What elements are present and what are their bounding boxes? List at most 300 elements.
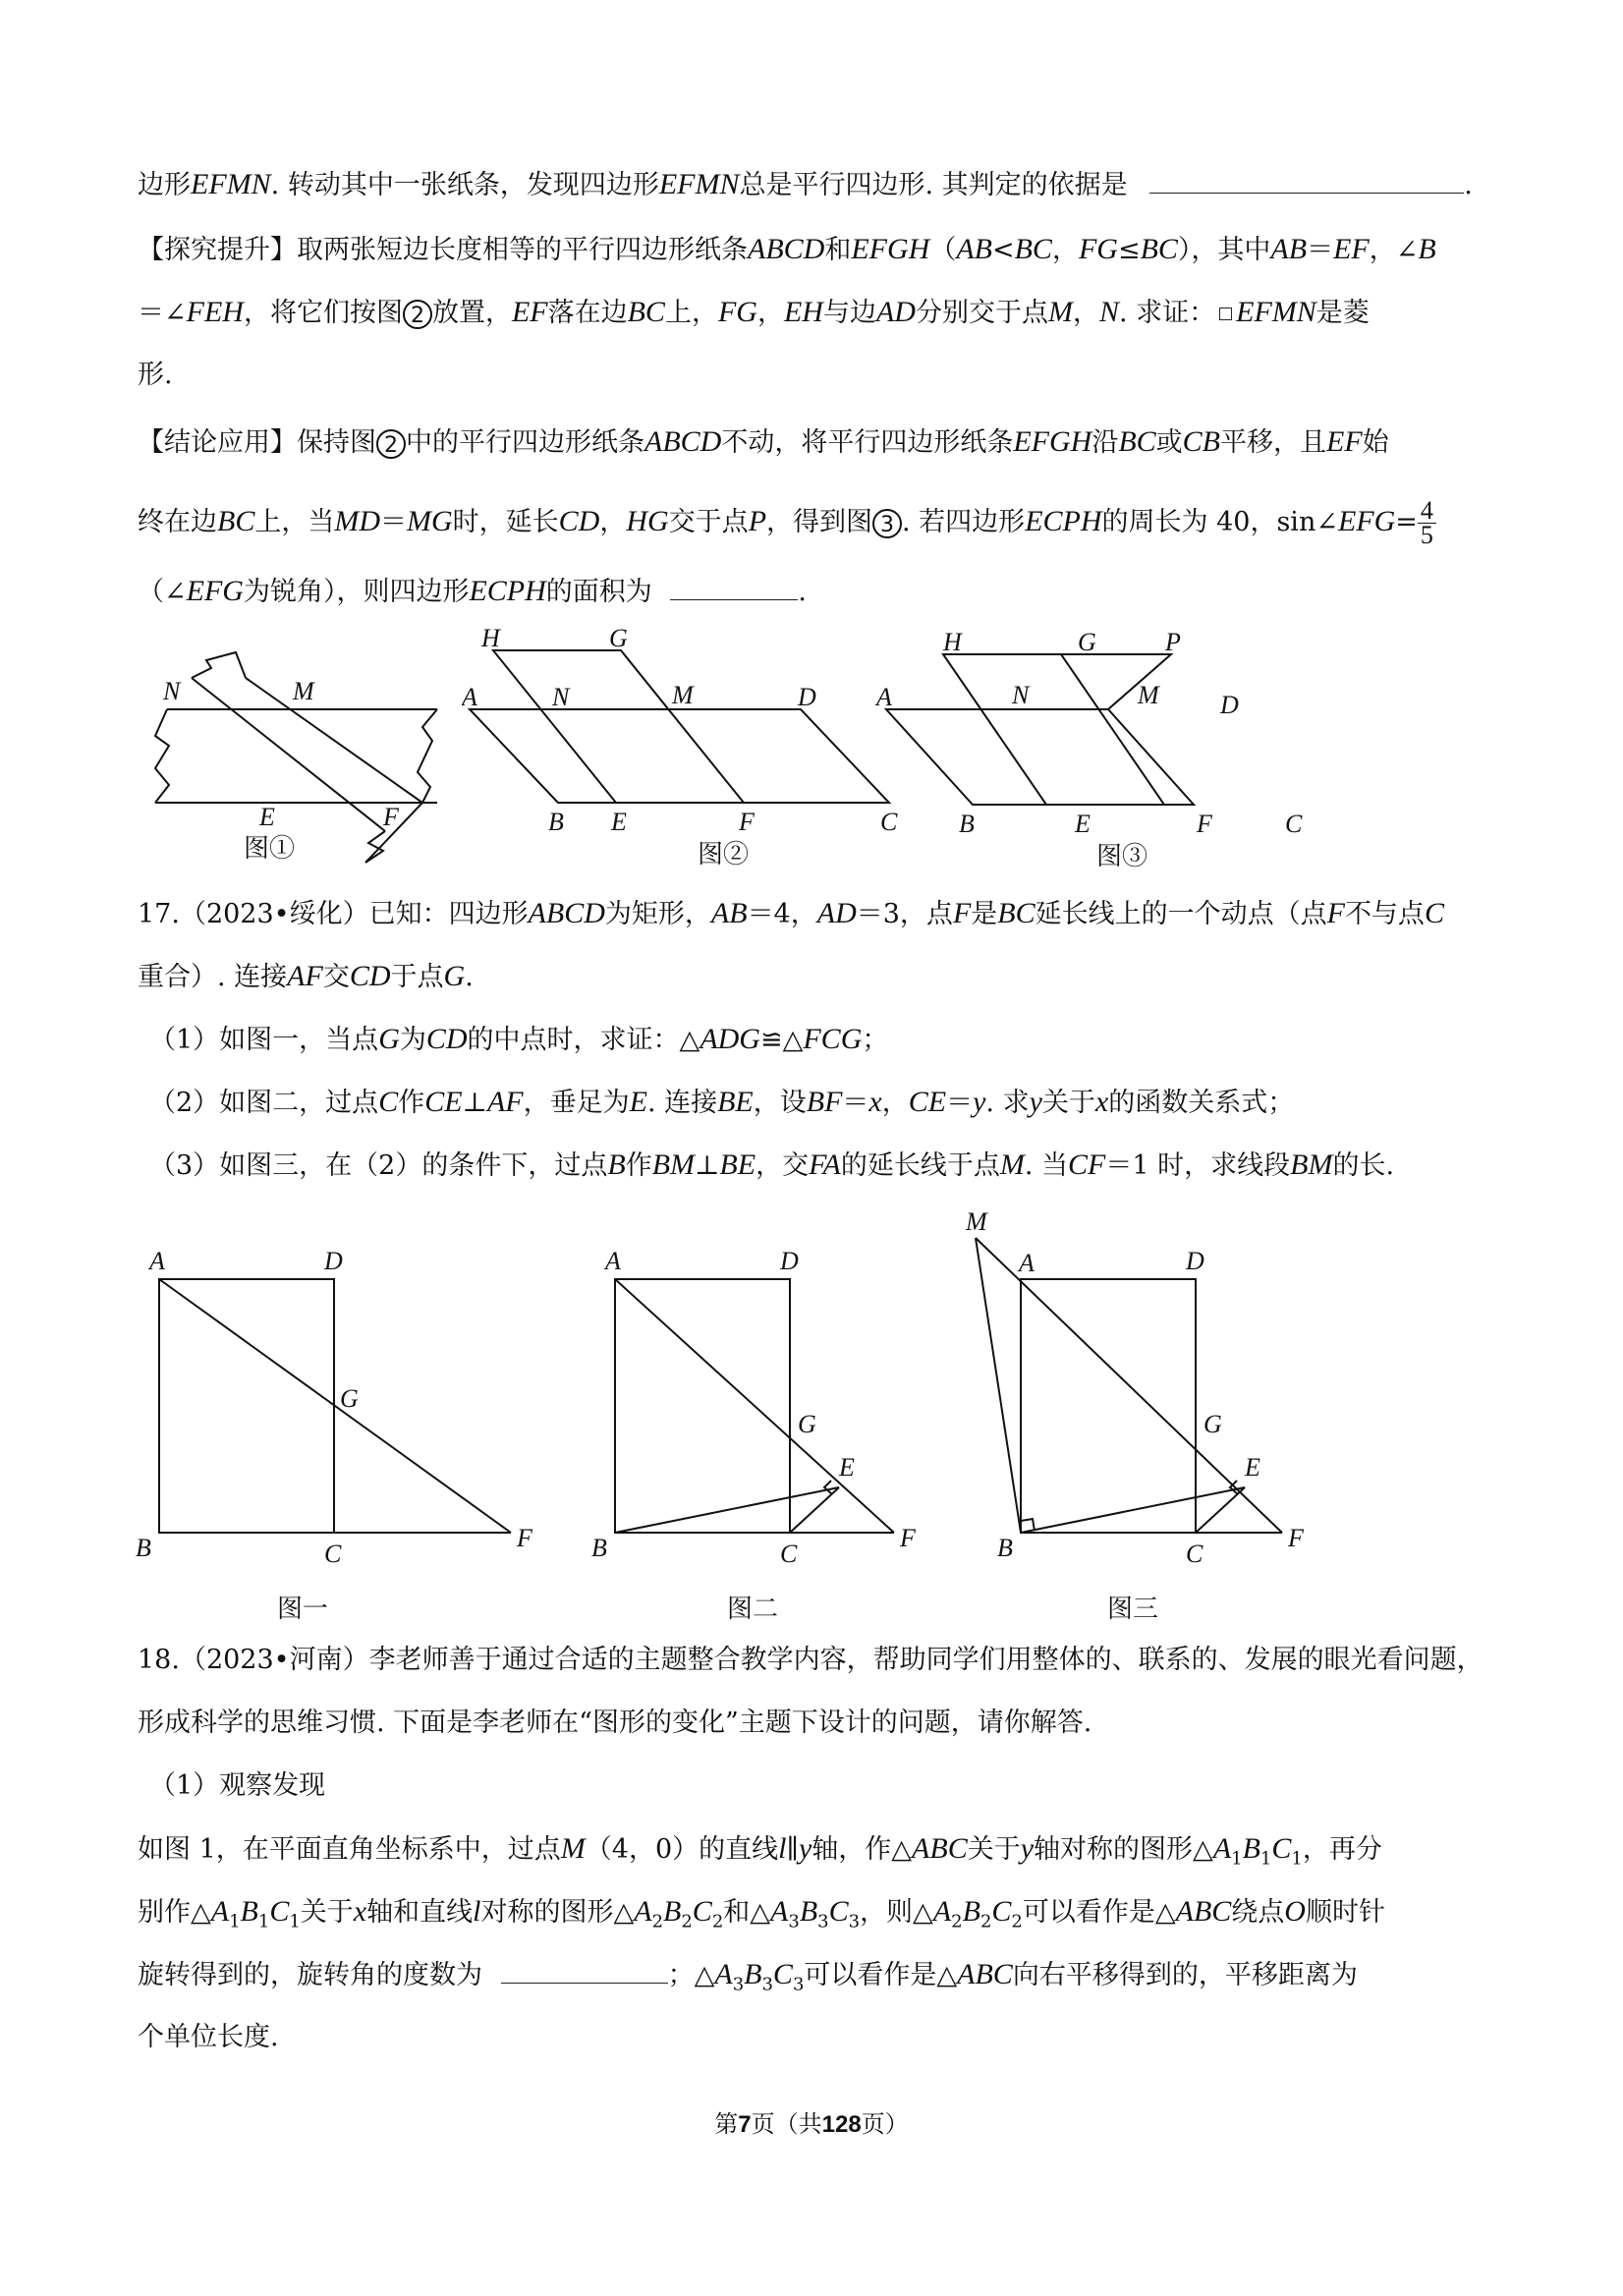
label-N: N: [1012, 681, 1030, 709]
text: ≌△: [759, 1025, 804, 1055]
label-G: G: [340, 1384, 359, 1413]
text: 的延长线于点: [840, 1150, 1000, 1181]
text: 2: [711, 1911, 724, 1932]
text: 形成科学的思维习惯. 下面是李老师在“图形的变化”主题下设计的问题，请你解答.: [138, 1708, 1092, 1738]
label-G: G: [609, 624, 628, 652]
text: 作: [398, 1088, 425, 1118]
text: ABCD: [644, 425, 722, 458]
text: ABCD: [748, 233, 825, 265]
text: 关于: [1041, 1088, 1095, 1118]
text: x: [868, 1086, 882, 1118]
text: C: [1424, 897, 1444, 929]
text: 上，: [664, 298, 718, 328]
label-B: B: [548, 808, 564, 836]
text: （4，0）的直线: [585, 1834, 779, 1865]
text: C: [692, 1895, 712, 1928]
text: 3: [761, 1974, 773, 1995]
text: AD: [875, 296, 916, 328]
caption: 图③: [1096, 842, 1148, 871]
text: EFMN: [658, 168, 740, 200]
label-B: B: [997, 1534, 1013, 1562]
text: 为锐角），则四边形: [243, 577, 470, 607]
label-E: E: [611, 808, 627, 836]
text: AB: [956, 233, 992, 265]
text: 延长线上的一个动点（点: [1035, 899, 1327, 929]
text: M: [999, 1148, 1025, 1181]
label-F: F: [739, 808, 755, 836]
text: 为: [399, 1025, 426, 1055]
page-number: 7: [738, 2111, 752, 2138]
label-A: A: [605, 1247, 621, 1275]
text: x: [353, 1895, 367, 1928]
text: （1）观察发现: [149, 1770, 326, 1801]
text: ＝4，: [747, 899, 817, 929]
p18-line-1: [138, 1643, 1483, 1678]
label-M: M: [966, 1207, 987, 1236]
circled-number: 3: [872, 509, 902, 538]
text: 别作△: [138, 1897, 211, 1928]
text: 个单位长度.: [138, 2022, 279, 2052]
text: y: [973, 1086, 986, 1118]
text: 3: [817, 1911, 829, 1932]
caption: 图二: [727, 1595, 779, 1624]
text: 的中点时，求证：△: [467, 1025, 700, 1055]
text: P: [748, 505, 767, 537]
label-C: C: [324, 1540, 342, 1568]
p17-line-3: [149, 1022, 888, 1058]
page-footer: [0, 2104, 1623, 2139]
text: E: [629, 1086, 647, 1118]
text: EF: [1333, 233, 1370, 265]
text: HG: [626, 505, 669, 537]
p18-line-4: [138, 1831, 1382, 1876]
text: CE: [424, 1086, 463, 1118]
text: A: [714, 1958, 733, 1990]
text: ＝: [380, 507, 407, 537]
p16-line-1: [138, 167, 1473, 203]
label-D: D: [780, 1247, 799, 1275]
total-pages: 128: [821, 2111, 862, 2138]
text: 或: [1155, 427, 1183, 458]
text: 边形: [138, 170, 191, 200]
text: x: [1094, 1086, 1109, 1118]
text: . 转动其中一张纸条，发现四边形: [270, 170, 659, 200]
text: CB: [1182, 425, 1220, 458]
text: AD: [816, 897, 857, 929]
text: CF: [1068, 1148, 1106, 1181]
text: ADG: [700, 1023, 760, 1055]
text: EFGH: [1013, 425, 1092, 458]
text: 绕点: [1231, 1897, 1285, 1928]
label-G: G: [1203, 1410, 1222, 1438]
text: y: [1020, 1832, 1035, 1865]
text: CD: [349, 960, 391, 992]
text: . 求证：: [1118, 298, 1216, 328]
text: ABC: [1175, 1895, 1232, 1928]
text: 【探究提升】取两张短边长度相等的平行四边形纸条: [138, 235, 748, 265]
p18-line-2: [138, 1706, 1091, 1741]
text: 平移，且: [1220, 427, 1326, 458]
text: .: [465, 962, 474, 992]
text: 的面积为: [545, 577, 652, 607]
text: B: [1242, 1832, 1260, 1865]
text: FA: [809, 1148, 841, 1181]
text: 向右平移得到的，平移距离为: [1012, 1960, 1358, 1990]
text: C: [378, 1086, 399, 1118]
text: 页（共: [751, 2110, 822, 2138]
label-A: A: [462, 683, 477, 711]
text: BE: [717, 1086, 754, 1118]
figure-17-1: [128, 1240, 550, 1633]
text: ，交: [756, 1150, 810, 1181]
text: AB: [710, 897, 748, 929]
answer-blank[interactable]: [1149, 167, 1464, 194]
text: ABC: [957, 1958, 1013, 1990]
text: 和: [824, 235, 852, 265]
label-A: A: [1019, 1249, 1035, 1277]
text: MG: [407, 505, 453, 537]
text: ），其中: [1177, 235, 1271, 265]
label-E: E: [839, 1453, 855, 1482]
label-A: A: [149, 1247, 165, 1275]
text: （2）如图二，过点: [149, 1088, 379, 1118]
text: ；: [862, 1025, 889, 1055]
text: FCG: [803, 1023, 863, 1055]
text: BC: [1014, 233, 1052, 265]
text: ＝3，点: [856, 899, 953, 929]
text: ，: [1051, 235, 1079, 265]
text: FEH: [186, 296, 244, 328]
answer-blank[interactable]: [670, 574, 798, 600]
text: l: [778, 1832, 787, 1865]
p16-line-4: [138, 358, 173, 393]
label-F: F: [517, 1524, 532, 1552]
text: C: [991, 1895, 1012, 1928]
text: 的长.: [1332, 1150, 1395, 1181]
figure-16-1: [138, 625, 462, 870]
text: （1）如图一，当点: [149, 1025, 379, 1055]
text: 【结论应用】保持图: [138, 427, 376, 458]
p17-line-5: [149, 1148, 1394, 1184]
p17-line-4: [149, 1085, 1294, 1121]
label-D: D: [1220, 691, 1239, 719]
label-G: G: [798, 1410, 816, 1438]
text: C: [1271, 1832, 1292, 1865]
text: B: [744, 1958, 762, 1990]
label-M: M: [1138, 681, 1159, 709]
text: 上，当: [254, 507, 335, 537]
text: 的周长为 40，sin∠: [1101, 507, 1338, 537]
text: BC: [997, 897, 1035, 929]
label-E: E: [259, 803, 275, 831]
text: EF: [511, 296, 548, 328]
text: 对称的图形△: [480, 1897, 635, 1928]
text: ECPH: [469, 575, 546, 607]
p16-line-2: [138, 232, 1436, 268]
label-P: P: [1165, 628, 1181, 656]
text: 不与点: [1344, 899, 1425, 929]
text: EFG: [1337, 505, 1396, 537]
text: 1: [229, 1911, 241, 1932]
label-M: M: [672, 681, 694, 709]
text: ＝: [1307, 235, 1334, 265]
text: 页）: [861, 2110, 909, 2138]
text: BC: [217, 505, 255, 537]
text: ⊥: [695, 1150, 720, 1181]
text: EFGH: [851, 233, 930, 265]
text: ＝∠: [138, 298, 187, 328]
text: 2: [651, 1911, 664, 1932]
text: M: [1047, 296, 1073, 328]
text: ，: [599, 507, 627, 537]
fraction: [1418, 496, 1436, 549]
text: B: [607, 1148, 626, 1181]
p18-line-5: [138, 1894, 1385, 1939]
p18-line-6: [138, 1957, 1358, 2002]
text: O: [1284, 1895, 1306, 1928]
text: <: [991, 235, 1015, 265]
text: B: [962, 1895, 980, 1928]
text: 1: [257, 1911, 270, 1932]
figure-16-3: [874, 623, 1316, 878]
label-H: H: [481, 624, 500, 652]
text: ，: [1072, 298, 1099, 328]
text: 沿: [1091, 427, 1119, 458]
text: C: [828, 1895, 849, 1928]
text: MD: [334, 505, 380, 537]
text: 落在边: [547, 298, 628, 328]
text: （3）如图三，在（2）的条件下，过点: [149, 1150, 608, 1181]
text: 重合）. 连接: [138, 962, 288, 992]
text: . 若四边形: [902, 507, 1026, 537]
text: 始: [1362, 427, 1389, 458]
text: BC: [1118, 425, 1156, 458]
text: B: [1418, 233, 1436, 265]
text: =: [1395, 507, 1418, 537]
label-A: A: [876, 683, 892, 711]
text: EFG: [186, 575, 244, 607]
fraction-denominator: 5: [1420, 521, 1433, 549]
label-D: D: [324, 1247, 343, 1275]
text: 1: [289, 1911, 301, 1932]
text: 可以看作是△: [804, 1960, 958, 1990]
text: 可以看作是△: [1022, 1897, 1176, 1928]
text: AF: [287, 960, 323, 992]
text: 交: [322, 962, 350, 992]
text: y: [1029, 1086, 1042, 1118]
text: .: [1464, 170, 1473, 200]
label-C: C: [780, 1540, 798, 1568]
text: 是菱: [1315, 298, 1370, 328]
text: ABC: [912, 1832, 968, 1865]
figure-17-3: [958, 1201, 1321, 1633]
text: 2: [1011, 1911, 1023, 1932]
text: A: [1212, 1832, 1232, 1865]
text: ＝: [842, 1088, 869, 1118]
label-F: F: [1197, 810, 1212, 838]
text: ＝: [946, 1088, 974, 1118]
text: ，: [756, 298, 784, 328]
p16-line-7: [138, 574, 807, 610]
text: 时，延长: [452, 507, 559, 537]
text: 1: [1259, 1848, 1272, 1870]
label-F: F: [383, 803, 399, 831]
label-C: C: [880, 808, 898, 836]
text: ECPH: [1025, 505, 1102, 537]
text: 顺时针: [1305, 1897, 1385, 1928]
text: 与边: [822, 298, 876, 328]
text: 如图 1，在平面直角坐标系中，过点: [138, 1834, 561, 1865]
text: 18.（2023•河南）李老师善于通过合适的主题整合教学内容，帮助同学们用整体的、联系的、发展的眼光看问题，: [138, 1645, 1483, 1675]
text: CD: [425, 1023, 468, 1055]
label-E: E: [1245, 1453, 1260, 1482]
text: 是: [971, 899, 998, 929]
p18-line-7: [138, 2020, 279, 2055]
text: 1: [1231, 1848, 1243, 1870]
text: ，垂足为: [523, 1088, 630, 1118]
label-F: F: [1288, 1524, 1304, 1552]
text: . 连接: [646, 1088, 718, 1118]
caption: 图三: [1107, 1595, 1159, 1624]
text: EH: [783, 296, 823, 328]
caption: 图②: [698, 840, 750, 869]
text: 3: [788, 1911, 800, 1932]
text: （: [929, 235, 957, 265]
label-B: B: [591, 1534, 607, 1562]
figure-17-2: [580, 1240, 933, 1633]
text: 轴和直线: [366, 1897, 474, 1928]
fraction-numerator: 4: [1418, 499, 1436, 524]
text: BE: [719, 1148, 756, 1181]
text: F: [1326, 897, 1345, 929]
text: 终在边: [138, 507, 217, 537]
text: CE: [908, 1086, 947, 1118]
text: EFMN: [1236, 296, 1316, 328]
text: BC: [627, 296, 665, 328]
label-B: B: [136, 1534, 151, 1562]
text: A: [210, 1895, 230, 1928]
text: C: [772, 1958, 793, 1990]
text: 2: [979, 1911, 992, 1932]
parallelogram-symbol-icon: [1219, 308, 1232, 320]
text: ∥: [786, 1834, 799, 1865]
text: ；△: [667, 1960, 715, 1990]
text: 的函数关系式；: [1108, 1088, 1295, 1118]
caption: 图一: [277, 1595, 329, 1624]
label-B: B: [959, 810, 975, 838]
figure-16-2: [462, 619, 904, 874]
text: l: [473, 1895, 481, 1928]
text: ，: [881, 1088, 909, 1118]
text: 3: [732, 1974, 745, 1995]
p18-line-3: [149, 1768, 325, 1804]
text: 1: [1291, 1848, 1303, 1870]
p16-line-5: [138, 424, 1389, 461]
text: A: [932, 1895, 952, 1928]
text: N: [1098, 296, 1119, 328]
text: AF: [486, 1086, 524, 1118]
answer-blank[interactable]: [501, 1957, 668, 1984]
text: A: [634, 1895, 652, 1928]
text: 和△: [723, 1897, 771, 1928]
label-D: D: [1186, 1247, 1204, 1275]
text: 关于: [967, 1834, 1021, 1865]
text: AB: [1270, 233, 1308, 265]
text: . 当: [1024, 1150, 1069, 1181]
text: ，再分: [1302, 1834, 1382, 1865]
label-N: N: [163, 677, 181, 705]
text: 作: [625, 1150, 652, 1181]
circled-number: 2: [376, 429, 406, 459]
text: ，则△: [860, 1897, 933, 1928]
label-H: H: [943, 628, 962, 656]
label-D: D: [798, 683, 816, 711]
text: EF: [1326, 425, 1363, 458]
text: ＝1 时，求线段: [1105, 1150, 1291, 1181]
text: 3: [792, 1974, 805, 1995]
caption: 图①: [244, 834, 296, 864]
text: CD: [558, 505, 600, 537]
label-M: M: [293, 677, 314, 705]
text: B: [799, 1895, 818, 1928]
p16-line-3: [138, 295, 1370, 331]
label-C: C: [1186, 1540, 1203, 1568]
text: 总是平行四边形. 其判定的依据是: [739, 170, 1128, 200]
text: 3: [848, 1911, 861, 1932]
text: M: [560, 1832, 586, 1865]
text: B: [663, 1895, 682, 1928]
text: G: [378, 1023, 400, 1055]
p17-line-2: [138, 959, 474, 995]
text: A: [770, 1895, 789, 1928]
text: ⊥: [462, 1088, 487, 1118]
text: 于点: [390, 962, 444, 992]
label-G: G: [1078, 628, 1096, 656]
text: 交于点: [668, 507, 749, 537]
label-C: C: [1285, 810, 1303, 838]
text: 放置，: [431, 298, 512, 328]
text: y: [798, 1832, 812, 1865]
text: 17.（2023•绥化）已知：四边形: [138, 899, 529, 929]
p17-line-1: [138, 896, 1444, 932]
text: ≤: [1117, 235, 1141, 265]
text: BM: [651, 1148, 696, 1181]
text: 关于: [300, 1897, 354, 1928]
text: BF: [806, 1086, 843, 1118]
text: FG: [1078, 233, 1118, 265]
text: ，设: [753, 1088, 807, 1118]
text: . 求: [985, 1088, 1030, 1118]
text: 轴，作△: [812, 1834, 913, 1865]
text: .: [798, 577, 807, 607]
text: F: [952, 897, 972, 929]
text: （∠: [138, 577, 187, 607]
label-N: N: [552, 683, 570, 711]
label-F: F: [900, 1524, 916, 1552]
text: 2: [951, 1911, 963, 1932]
text: ABCD: [528, 897, 605, 929]
text: ，将它们按图: [243, 298, 403, 328]
text: 形.: [138, 360, 173, 390]
text: B: [240, 1895, 258, 1928]
text: BM: [1290, 1148, 1333, 1181]
text: C: [269, 1895, 290, 1928]
text: BC: [1140, 233, 1178, 265]
text: 为矩形，: [604, 899, 711, 929]
label-E: E: [1075, 810, 1091, 838]
text: 旋转得到的，旋转角的度数为: [138, 1960, 482, 1990]
text: 轴对称的图形△: [1034, 1834, 1213, 1865]
